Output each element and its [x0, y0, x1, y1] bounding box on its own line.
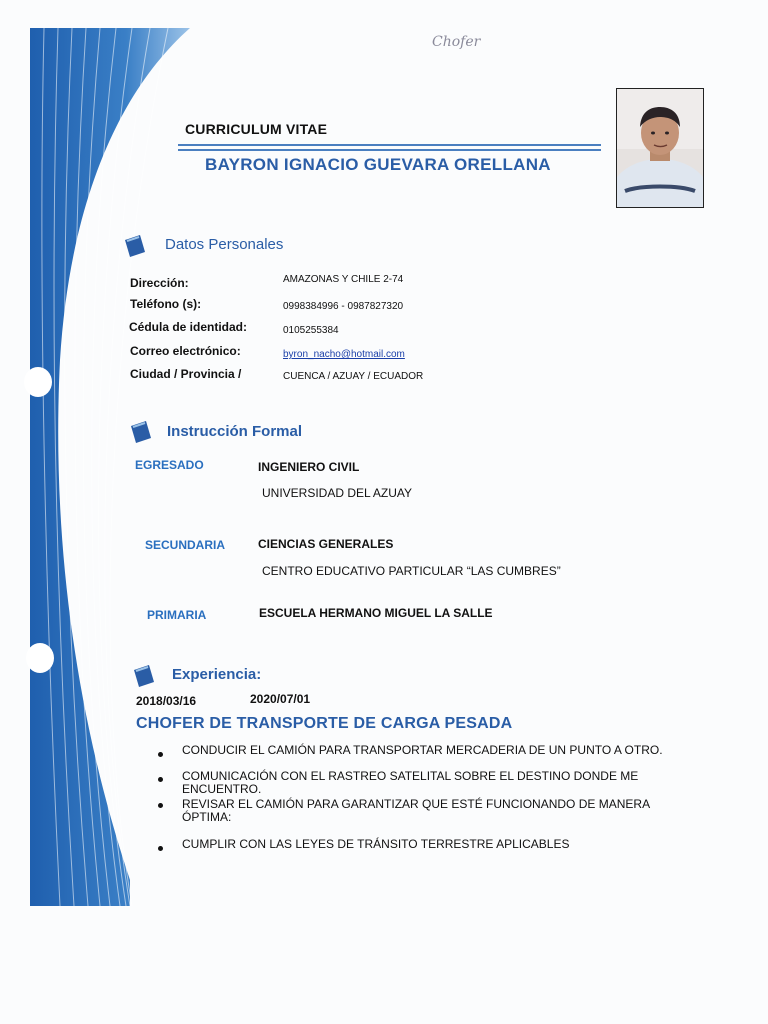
edu-institution-secondary: CENTRO EDUCATIVO PARTICULAR “LAS CUMBRES” [262, 564, 561, 578]
edu-level-secondary: SECUNDARIA [145, 538, 226, 552]
job-duty: CUMPLIR CON LAS LEYES DE TRÁNSITO TERRESTRE APLICABLES [182, 837, 570, 851]
title-divider [178, 149, 601, 151]
field-value-phone: 0998384996 - 0987827320 [283, 301, 404, 312]
edu-level-graduate: EGRESADO [135, 458, 204, 472]
bullet-icon [158, 846, 163, 851]
document-title: CURRICULUM VITAE [185, 121, 328, 137]
job-title: CHOFER DE TRANSPORTE DE CARGA PESADA [136, 715, 513, 732]
bullet-icon [158, 777, 163, 782]
section-title-experience: Experiencia: [172, 666, 262, 683]
field-value-city: CUENCA / AZUAY / ECUADOR [283, 371, 424, 382]
job-duty: CONDUCIR EL CAMIÓN PARA TRANSPORTAR MERCADERIA DE UN PUNTO A OTRO. [182, 743, 663, 757]
edu-title-graduate: INGENIERO CIVIL [258, 460, 360, 474]
job-end-date: 2020/07/01 [250, 692, 311, 706]
edu-level-primary: PRIMARIA [147, 608, 207, 622]
candidate-name: BAYRON IGNACIO GUEVARA ORELLANA [205, 155, 551, 174]
field-label-address: Dirección: [130, 276, 189, 290]
bullet-icon [158, 803, 163, 808]
edu-institution-graduate: UNIVERSIDAD DEL AZUAY [262, 486, 413, 500]
edu-title-primary: ESCUELA HERMANO MIGUEL LA SALLE [259, 606, 493, 620]
edu-title-secondary: CIENCIAS GENERALES [258, 537, 394, 551]
job-start-date: 2018/03/16 [136, 694, 197, 708]
section-bullet-icon [131, 662, 157, 690]
profile-photo [616, 88, 704, 208]
field-value-address: AMAZONAS Y CHILE 2-74 [283, 274, 404, 285]
section-title-personal: Datos Personales [165, 236, 284, 253]
field-value-id: 0105255384 [283, 325, 339, 336]
field-label-city: Ciudad / Provincia / [130, 367, 242, 381]
title-divider [178, 144, 601, 146]
field-label-phone: Teléfono (s): [130, 297, 202, 311]
field-label-email: Correo electrónico: [130, 344, 241, 358]
handwritten-note: Chofer [432, 34, 481, 50]
section-bullet-icon [128, 418, 154, 446]
job-duty: COMUNICACIÓN CON EL RASTREO SATELITAL SOBRE EL DESTINO DONDE ME ENCUENTRO. [182, 769, 639, 796]
field-label-id: Cédula de identidad: [129, 320, 248, 334]
job-duty: REVISAR EL CAMIÓN PARA GARANTIZAR QUE ESTÉ FUNCIONANDO DE MANERA ÓPTIMA: [182, 797, 650, 824]
section-bullet-icon [122, 232, 148, 260]
field-value-email[interactable]: byron_nacho@hotmail.com [283, 349, 405, 360]
bullet-icon [158, 752, 163, 757]
decorative-swoosh [0, 0, 200, 910]
section-title-education: Instrucción Formal [167, 423, 303, 440]
